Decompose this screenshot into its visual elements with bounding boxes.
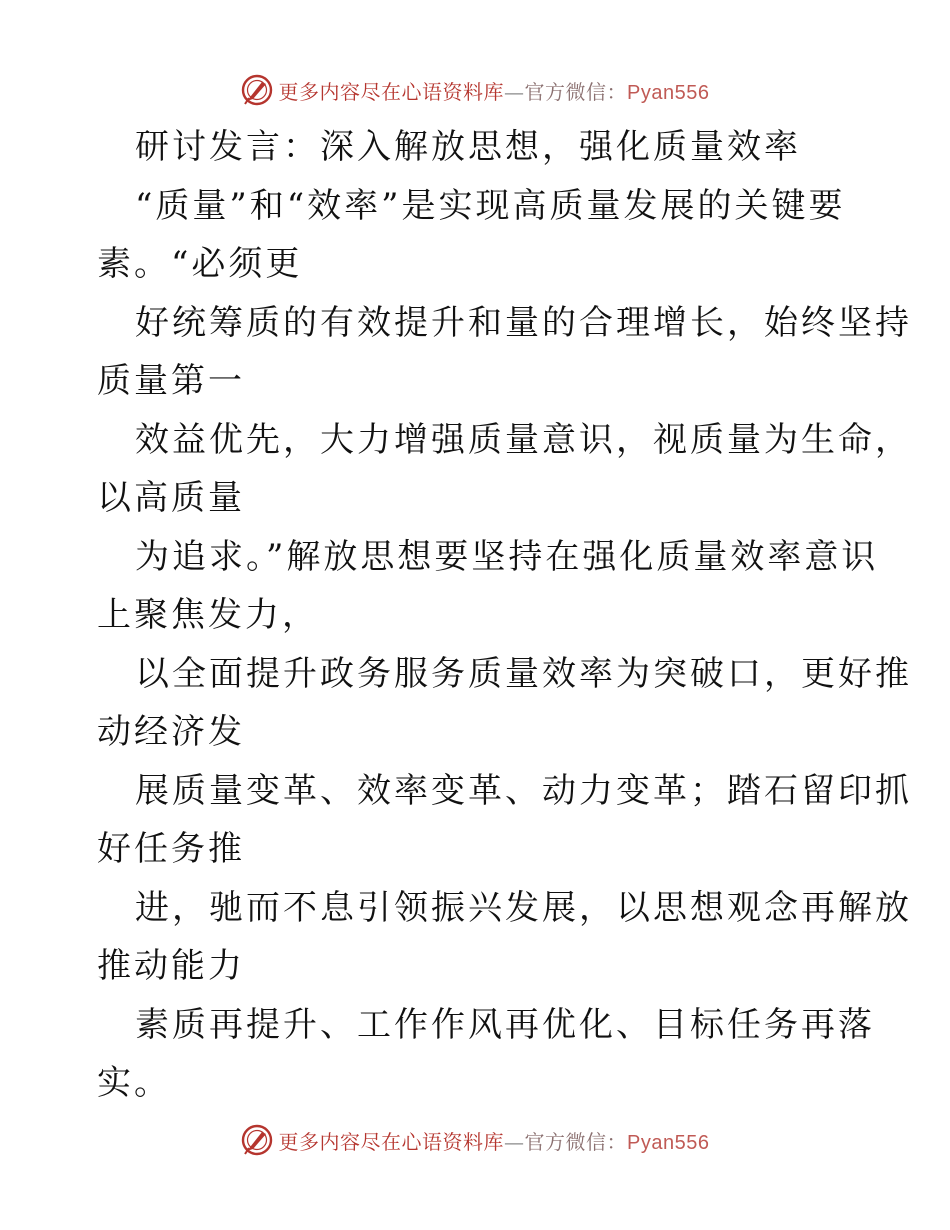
- paragraph-line: 效益优先，大力增强质量意识，视质量为生命，: [135, 419, 912, 460]
- footer-banner: [0, 1122, 950, 1158]
- header-banner: [0, 72, 950, 108]
- footer-banner-content: [241, 1124, 710, 1156]
- footer-wechat-id: Pyan556: [627, 1131, 710, 1154]
- header-wechat-id: Pyan556: [627, 81, 710, 104]
- paragraph-line: 推动能力: [97, 946, 245, 986]
- document-body: [97, 118, 912, 1113]
- document-title-line: 研讨发言：深入解放思想，强化质量效率: [135, 127, 801, 167]
- paragraph-line: 动经济发: [97, 712, 245, 752]
- paragraph-line: 质量第一: [97, 361, 245, 401]
- paragraph-line: 素。“必须更: [97, 244, 303, 284]
- paragraph-line: 展质量变革、效率变革、动力变革；踏石留印抓: [135, 770, 912, 811]
- quill-logo-icon: [241, 1124, 273, 1156]
- quill-logo-icon: [241, 74, 273, 106]
- paragraph-line: 好任务推: [97, 829, 245, 869]
- header-banner-text: [279, 76, 710, 105]
- paragraph-line: 进，驰而不息引领振兴发展，以思想观念再解放: [135, 887, 912, 928]
- paragraph-line: 实。: [97, 1063, 171, 1103]
- header-wechat-label: 官方微信：: [524, 79, 628, 104]
- header-banner-content: [241, 74, 710, 106]
- paragraph-line: 上聚焦发力，: [97, 595, 319, 635]
- paragraph-line: 好统筹质的有效提升和量的合理增长，始终坚持: [135, 302, 912, 343]
- paragraph-line: “质量”和“效率”是实现高质量发展的关键要: [135, 185, 846, 226]
- paragraph-line: 素质再提升、工作作风再优化、目标任务再落: [135, 1004, 875, 1045]
- footer-separator: —: [504, 1129, 525, 1154]
- footer-brand-text: 更多内容尽在心语资料库: [278, 1129, 505, 1154]
- footer-banner-text: [279, 1126, 710, 1155]
- header-separator: —: [504, 79, 525, 104]
- paragraph-line: 以全面提升政务服务质量效率为突破口，更好推: [135, 653, 912, 694]
- footer-wechat-label: 官方微信：: [524, 1129, 628, 1154]
- header-brand-text: 更多内容尽在心语资料库: [278, 79, 505, 104]
- paragraph-line: 以高质量: [97, 478, 245, 518]
- paragraph-line: 为追求。”解放思想要坚持在强化质量效率意识: [135, 536, 879, 577]
